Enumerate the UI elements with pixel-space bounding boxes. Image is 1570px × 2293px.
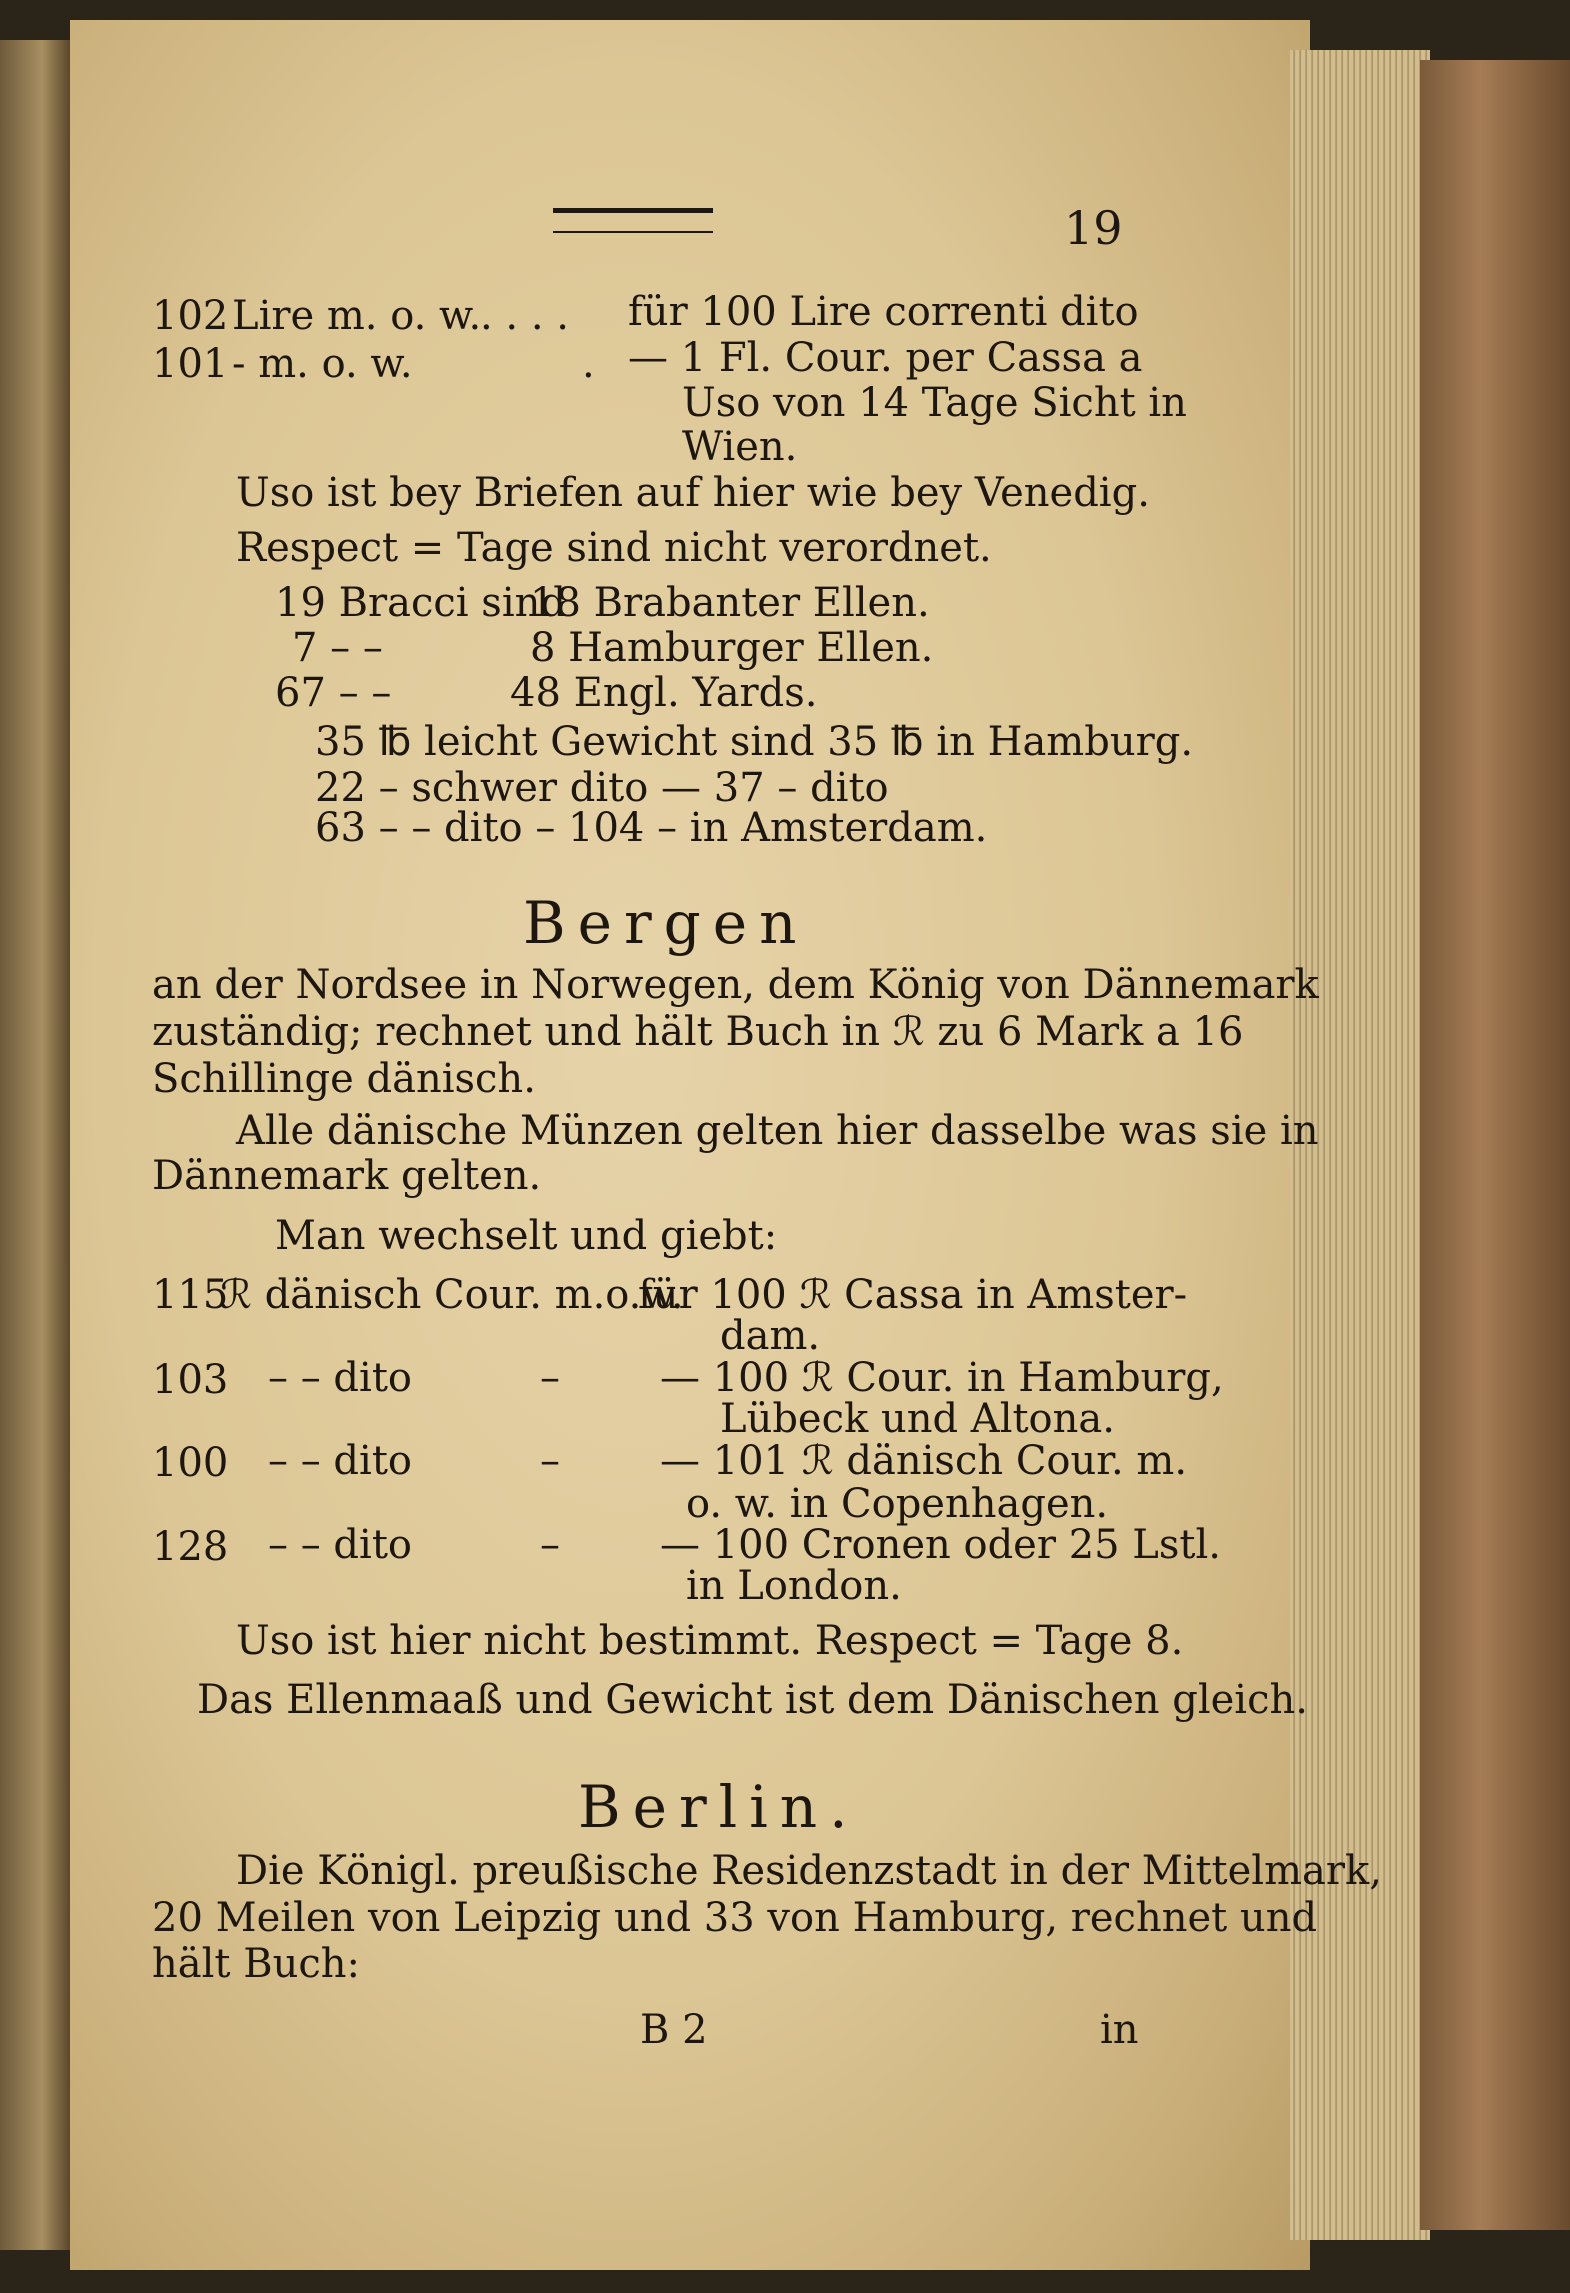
- measure-left: 19 Bracci sind: [275, 580, 566, 626]
- berlin-paragraph-line: hält Buch:: [152, 1941, 360, 1987]
- berlin-paragraph-line: 20 Meilen von Leipzig und 33 von Hamburg, rechnet und: [152, 1895, 1318, 1941]
- section-heading-bergen: Bergen: [523, 889, 809, 957]
- signature-mark: B 2: [640, 2007, 708, 2053]
- rate-target: — 1 Fl. Cour. per Cassa a: [628, 335, 1143, 381]
- measure-left: 67 – –: [275, 670, 392, 716]
- bergen-coins-line: Alle dänische Münzen gelten hier dasselbe was sie in: [236, 1108, 1319, 1154]
- respect-tage-line: Respect = Tage sind nicht verordnet.: [236, 525, 992, 571]
- rate-dots: .: [582, 341, 595, 387]
- exchange-right: für 100 ℛ Cassa in Amster-: [638, 1272, 1188, 1318]
- section-heading-berlin: Berlin.: [578, 1773, 860, 1841]
- bergen-paragraph-line: an der Nordsee in Norwegen, dem König von Dännemark: [152, 962, 1319, 1008]
- rate-currency: - m. o. w.: [232, 341, 413, 387]
- exchange-amount: 115: [152, 1272, 229, 1318]
- exchange-continuation: in London.: [686, 1563, 902, 1609]
- uso-venedig-line: Uso ist bey Briefen auf hier wie bey Venedig.: [236, 470, 1150, 516]
- rate-continuation: Wien.: [682, 424, 798, 470]
- exchange-continuation: o. w. in Copenhagen.: [686, 1481, 1109, 1527]
- measure-right: 8 Hamburger Ellen.: [530, 625, 934, 671]
- catchword: in: [1100, 2007, 1139, 2053]
- exchange-amount: 128: [152, 1524, 229, 1570]
- rate-target: für 100 Lire correnti dito: [628, 289, 1139, 335]
- exchange-mid: –: [540, 1522, 560, 1568]
- exchange-right: — 100 ℛ Cour. in Hamburg,: [660, 1355, 1224, 1401]
- exchange-left: – – dito: [268, 1438, 412, 1484]
- rate-amount: 101: [152, 341, 229, 387]
- rate-amount: 102: [152, 293, 229, 339]
- page-number: 19: [1064, 201, 1123, 255]
- exchange-intro: Man wechselt und giebt:: [275, 1213, 778, 1259]
- measure-right: 48 Engl. Yards.: [510, 670, 818, 716]
- exchange-amount: 103: [152, 1357, 229, 1403]
- rate-dots: . . . .: [480, 293, 570, 339]
- bergen-paragraph-line: Schillinge dänisch.: [152, 1056, 536, 1102]
- book-cover-edge: [1420, 60, 1570, 2230]
- facing-page-edge: [0, 40, 70, 2250]
- exchange-mid: –: [540, 1438, 560, 1484]
- ellenmaass-line: Das Ellenmaaß und Gewicht ist dem Dänischen gleich.: [197, 1677, 1308, 1723]
- exchange-right: — 100 Cronen oder 25 Lstl.: [660, 1522, 1221, 1568]
- exchange-right: — 101 ℛ dänisch Cour. m.: [660, 1438, 1188, 1484]
- measure-right: 18 Brabanter Ellen.: [530, 580, 930, 626]
- weight-line: 63 – – dito – 104 – in Amsterdam.: [315, 805, 988, 851]
- bergen-paragraph-line: zuständig; rechnet und hält Buch in ℛ zu 6 Mark a 16: [152, 1009, 1244, 1055]
- exchange-mid: –: [540, 1355, 560, 1401]
- exchange-continuation: Lübeck und Altona.: [720, 1396, 1115, 1442]
- rate-currency: Lire m. o. w.: [232, 293, 482, 339]
- bergen-coins-line: Dännemark gelten.: [152, 1153, 542, 1199]
- header-rule: [553, 208, 713, 233]
- weight-line: 22 – schwer dito — 37 – dito: [315, 765, 889, 811]
- uso-bergen-line: Uso ist hier nicht bestimmt. Respect = Tage 8.: [236, 1618, 1184, 1664]
- exchange-amount: 100: [152, 1440, 229, 1486]
- exchange-left: – – dito: [268, 1522, 412, 1568]
- measure-left: 7 – –: [292, 625, 383, 671]
- berlin-paragraph-line: Die Königl. preußische Residenzstadt in der Mittelmark,: [236, 1848, 1382, 1894]
- rate-continuation: Uso von 14 Tage Sicht in: [682, 380, 1187, 426]
- exchange-left: ℛ dänisch Cour. m.o.w.: [220, 1272, 684, 1318]
- exchange-left: – – dito: [268, 1355, 412, 1401]
- exchange-continuation: dam.: [720, 1313, 821, 1359]
- weight-line: 35 ℔ leicht Gewicht sind 35 ℔ in Hamburg.: [315, 719, 1194, 765]
